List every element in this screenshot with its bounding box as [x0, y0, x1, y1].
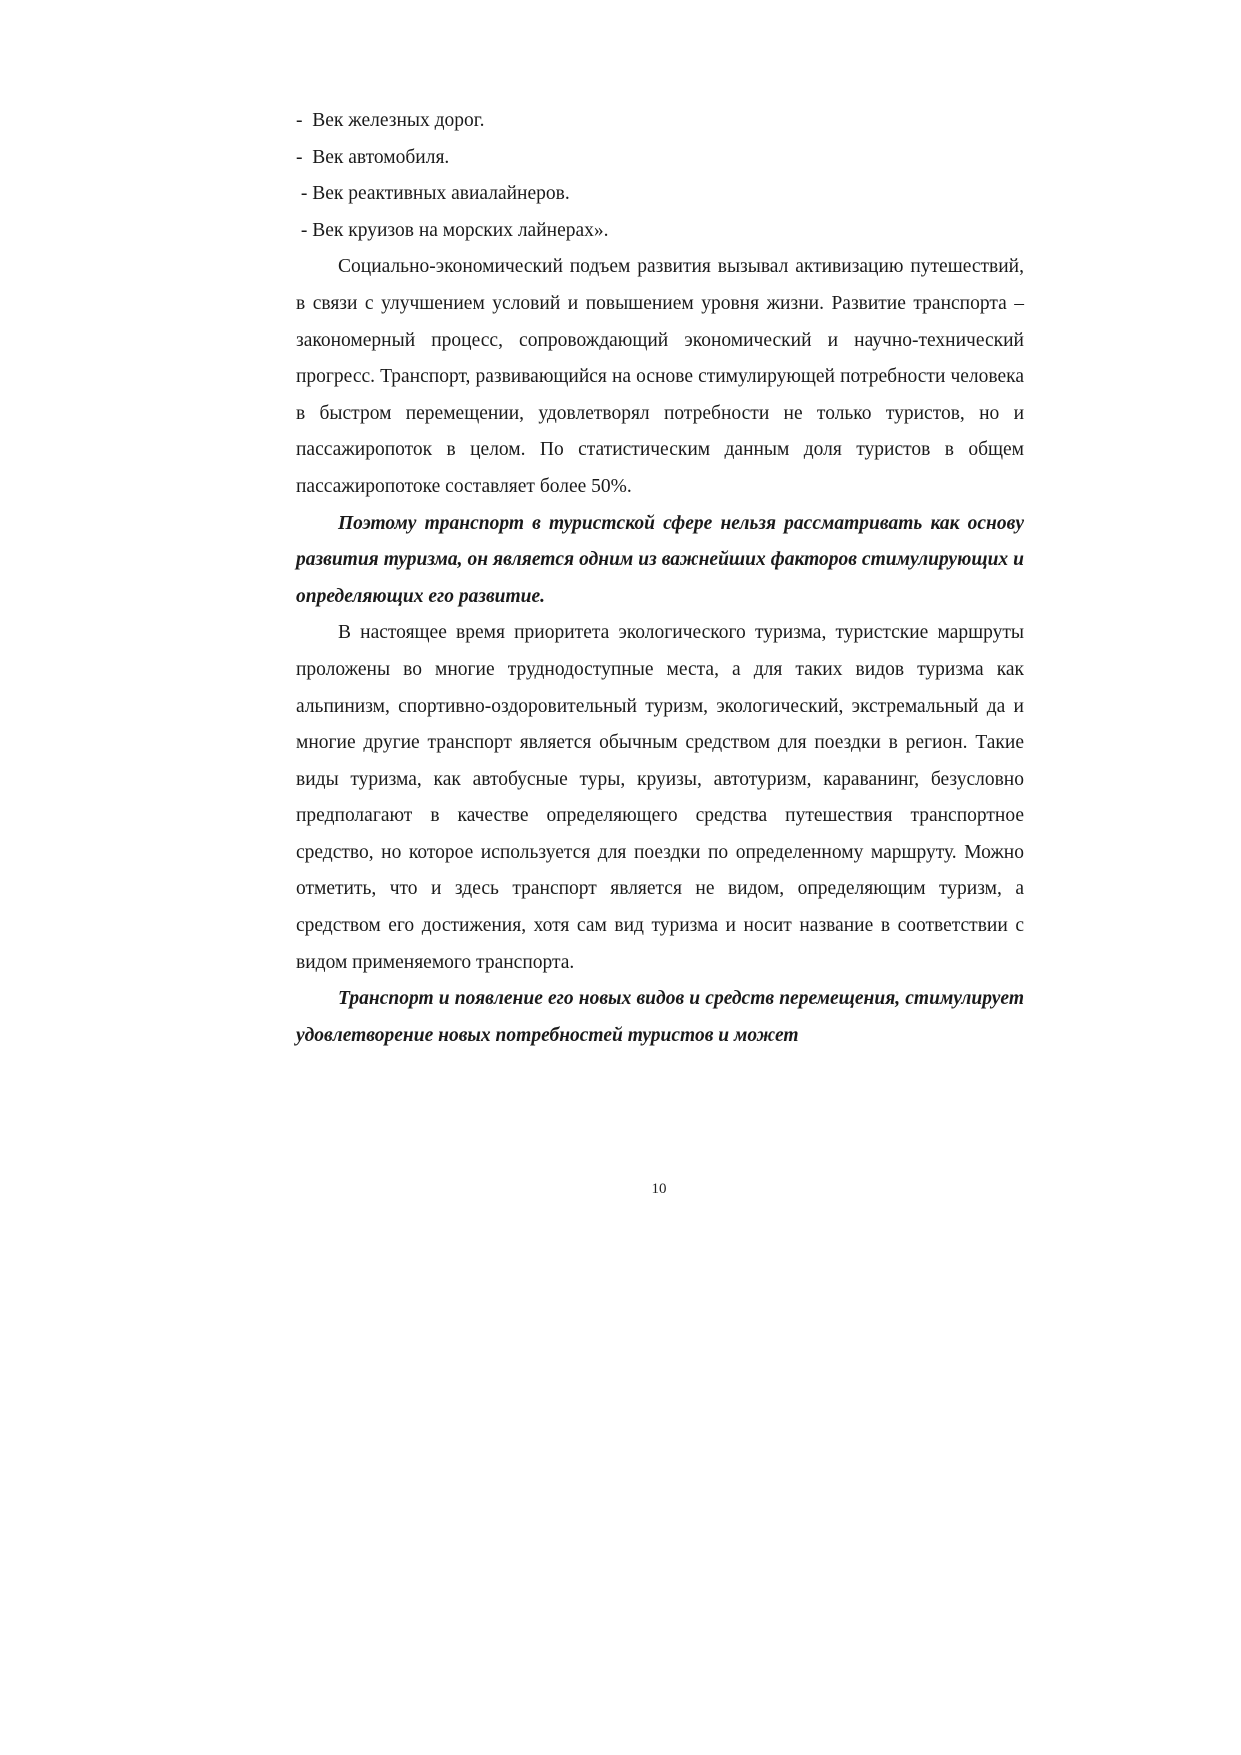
paragraph-emphasis-transport-factor: Поэтому транспорт в туристской сфере нельзя рассматривать как основу развития туризма, он является одним из важнейших факторов стимулирующих и определяющих его развитие. — [296, 512, 1024, 607]
list-item-automobile: - Век автомобиля. — [296, 146, 450, 168]
paragraph-ecotourism: В настоящее время приоритета экологического туризма, туристские маршруты проложены во многие труднодоступные места, а для таких видов туризма как альпинизм, спортивно-оздоровительный туризм, экологический, экстремальный да и многие другие транспорт является обычным средством для поездки в регион. Такие виды туризма, как автобусные туры, круизы, автотуризм, караванинг, безусловно предполагают в качестве определяющего средства путешествия транспортное средство, но которое используется для поездки по определенному маршруту. Можно отметить, что и здесь транспорт является не видом, определяющим туризм, а средством его достижения, хотя сам вид туризма и носит название в соответствии с видом применяемого транспорта. — [296, 622, 1024, 973]
list-item-jet-airliners: - Век реактивных авиалайнеров. — [296, 183, 570, 205]
page-number: 10 — [651, 1181, 667, 1197]
list-item-cruises: - Век круизов на морских лайнерах». — [296, 219, 609, 241]
list-item-railways: - Век железных дорог. — [296, 110, 485, 131]
body-text — [296, 103, 1024, 1054]
paragraph-socio-economic: Социально-экономический подъем развития вызывал активизацию путешествий, в связи с улучшением условий и повышением уровня жизни. Развитие транспорта – закономерный процесс, сопровождающий экономический и научно-технический прогресс. Транспорт, развивающийся на основе стимулирующей потребности человека в быстром перемещении, удовлетворял потребности не только туристов, но и пассажиропоток в целом. По статистическим данным доля туристов в общем пассажиропотоке составляет более 50%. — [296, 256, 1024, 497]
paragraph-emphasis-new-transport: Транспорт и появление его новых видов и средств перемещения, стимулирует удовлетворение новых потребностей туристов и может — [296, 988, 1024, 1046]
